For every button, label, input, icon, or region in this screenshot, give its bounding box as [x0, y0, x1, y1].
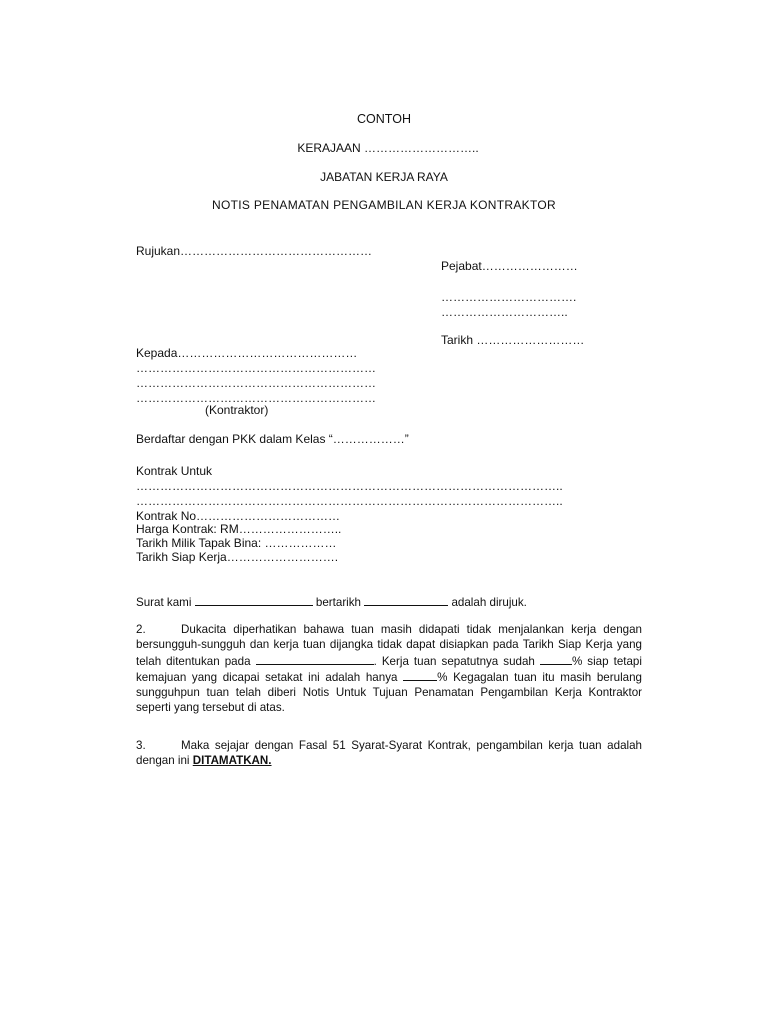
- tarikh-milik-tapak-field: Tarikh Milik Tapak Bina: ………………: [136, 536, 337, 550]
- contract-description-line-1: ……………………………………………………………………………………………..: [136, 479, 563, 493]
- kerajaan-line: KERAJAAN ………………………..: [297, 141, 479, 155]
- recipient-line-3: ……………………………………………………: [136, 391, 376, 405]
- pejabat-address-line-1: …………………………….: [441, 290, 577, 304]
- registration-line: Berdaftar dengan PKK dalam Kelas “………………”: [136, 432, 409, 446]
- para2-text-2: . Kerja tuan sepatutnya sudah: [373, 654, 535, 668]
- expected-percent-blank: [540, 653, 572, 665]
- kepada-field: Kepada………………………………………: [136, 346, 358, 360]
- para1-text-1: Surat kami: [136, 596, 192, 609]
- ditamatkan-emphasis: DITAMATKAN.: [192, 754, 272, 768]
- para2-text-4: % Kegagalan tuan itu masih berulang sungguhpun tuan telah diberi Notis Untuk Tujuan Penamatan Pengambilan Kerja Kontraktor seperti yang tersebut di atas.: [136, 670, 642, 715]
- kontraktor-label: (Kontraktor): [205, 403, 269, 417]
- tarikh-siap-blank: [256, 653, 374, 665]
- surat-kami-blank: [195, 594, 313, 606]
- para3-number: 3.: [136, 739, 146, 752]
- actual-percent-blank: [403, 669, 437, 681]
- contract-description-line-2: ……………………………………………………………………………………………..: [136, 494, 563, 508]
- department-name: JABATAN KERJA RAYA: [320, 170, 448, 184]
- para3-text: Maka sejajar dengan Fasal 51 Syarat-Syarat Kontrak, pengambilan kerja tuan adalah dengan ini: [136, 739, 642, 768]
- kontrak-no-field: Kontrak No………………………………: [136, 509, 341, 523]
- paragraph-2: [136, 622, 642, 716]
- recipient-line-2: ……………………………………………………: [136, 376, 376, 390]
- pejabat-address-line-2: …………………………..: [441, 305, 568, 319]
- para1-text-3: adalah dirujuk.: [451, 596, 527, 609]
- paragraph-1: [136, 594, 527, 610]
- notice-title: NOTIS PENAMATAN PENGAMBILAN KERJA KONTRAKTOR: [212, 198, 556, 212]
- para2-text-3: % siap tetapi kemajuan yang dicapai setakat ini adalah hanya: [136, 654, 642, 684]
- para1-text-2: bertarikh: [315, 596, 361, 609]
- rujukan-field: Rujukan…………………………………………: [136, 244, 373, 258]
- bertarikh-blank: [364, 594, 448, 606]
- para2-number: 2.: [136, 623, 146, 636]
- recipient-line-1: ……………………………………………………: [136, 361, 376, 375]
- harga-kontrak-field: Harga Kontrak: RM……………………..: [136, 522, 342, 536]
- para2-text-1: Dukacita diperhatikan bahawa tuan masih didapati tidak menjalankan kerja dengan bersungguh-sungguh dan kerja tuan dijangka tidak dapat disiapkan pada Tarikh Siap Kerja yang telah ditentukan pada: [136, 623, 642, 668]
- tarikh-field: Tarikh ………………………: [441, 333, 585, 347]
- pejabat-field: Pejabat……………………: [441, 259, 578, 273]
- tarikh-siap-kerja-field: Tarikh Siap Kerja……………………….: [136, 550, 339, 564]
- paragraph-3: [136, 738, 642, 769]
- kontrak-untuk-label: Kontrak Untuk: [136, 464, 213, 478]
- document-title: CONTOH: [357, 112, 411, 126]
